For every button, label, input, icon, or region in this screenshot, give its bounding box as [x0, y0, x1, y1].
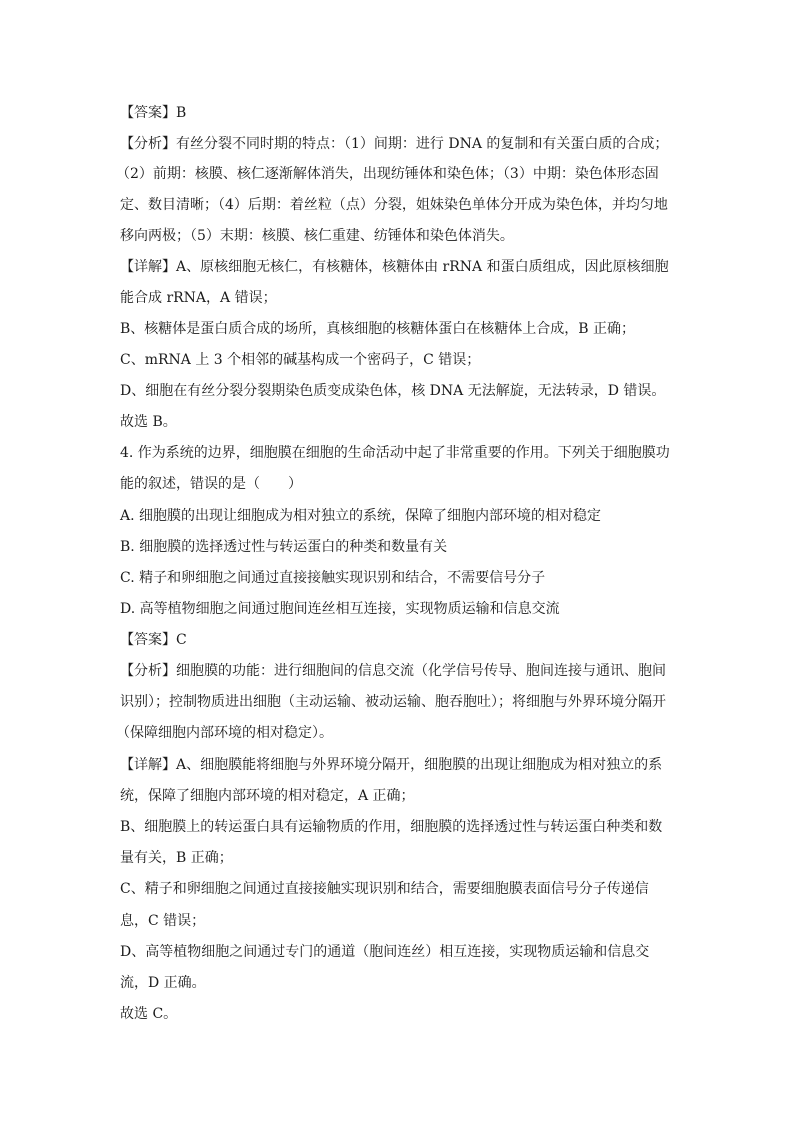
q4-detail-line: 【详解】A、细胞膜能将细胞与外界环境分隔开，细胞膜的出现让细胞成为相对独立的系: [120, 757, 663, 773]
q4-analysis-line: 【分析】细胞膜的功能：进行细胞间的信息交流（化学信号传导、胞间连接与通讯、胞间: [120, 663, 666, 679]
q3-answer: 【答案】B: [120, 105, 187, 121]
q4-option-a: A. 细胞膜的出现让细胞成为相对独立的系统，保障了细胞内部环境的相对稳定: [120, 508, 602, 524]
q3-analysis-line: 【分析】有丝分裂不同时期的特点：（1）间期：进行 DNA 的复制和有关蛋白质的合成；: [120, 136, 669, 152]
q4-analysis-line: （保障细胞内部环境的相对稳定）。: [116, 725, 333, 741]
q3-analysis-line: 移向两极；（5）末期：核膜、核仁重建、纺锤体和染色体消失。: [120, 228, 514, 244]
q3-analysis-line: （2）前期：核膜、核仁逐渐解体消失，出现纺锤体和染色体；（3）中期：染色体形态固: [116, 166, 659, 182]
q3-detail-line: C、mRNA 上 3 个相邻的碱基构成一个密码子，C 错误；: [120, 352, 481, 368]
q4-option-b: B. 细胞膜的选择透过性与转运蛋白的种类和数量有关: [120, 539, 448, 555]
q3-conclusion: 故选 B。: [120, 414, 177, 430]
q4-detail-line: 流，D 正确。: [120, 975, 206, 991]
q4-option-c: C. 精子和卵细胞之间通过直接接触实现识别和结合，不需要信号分子: [120, 570, 546, 586]
q3-detail-line: B、核糖体是蛋白质合成的场所，真核细胞的核糖体蛋白在核糖体上合成，B 正确；: [120, 321, 636, 337]
q4-answer: 【答案】C: [120, 632, 187, 648]
q4-detail-line: B、细胞膜上的转运蛋白具有运输物质的作用，细胞膜的选择透过性与转运蛋白种类和数: [120, 819, 663, 835]
q3-detail-line: 能合成 rRNA，A 错误；: [120, 290, 277, 306]
q3-detail-line: 【详解】A、原核细胞无核仁，有核糖体，核糖体由 rRNA 和蛋白质组成，因此原核细胞: [120, 259, 669, 275]
q4-detail-line: 息，C 错误；: [120, 913, 206, 929]
q4-detail-line: 统，保障了细胞内部环境的相对稳定，A 正确；: [120, 788, 415, 804]
q4-detail-line: 量有关，B 正确；: [120, 850, 233, 866]
q3-analysis-line: 定、数目清晰；（4）后期：着丝粒（点）分裂，姐妹染色单体分开成为染色体，并均匀地: [120, 197, 668, 213]
q4-stem-line: 能的叙述，错误的是（ ）: [120, 476, 302, 492]
q4-detail-line: C、精子和卵细胞之间通过直接接触实现识别和结合，需要细胞膜表面信号分子传递信: [120, 881, 649, 897]
q4-option-d: D. 高等植物细胞之间通过胞间连丝相互连接，实现物质运输和信息交流: [120, 601, 560, 617]
q4-analysis-line: 识别）；控制物质进出细胞（主动运输、被动运输、胞吞胞吐）；将细胞与外界环境分隔开: [120, 694, 666, 710]
q4-detail-line: D、高等植物细胞之间通过专门的通道（胞间连丝）相互连接，实现物质运输和信息交: [120, 944, 650, 960]
q4-conclusion: 故选 C。: [120, 1006, 178, 1022]
q3-detail-line: D、细胞在有丝分裂分裂期染色质变成染色体，核 DNA 无法解旋，无法转录，D 错误。: [120, 383, 666, 399]
q4-stem-line: 4. 作为系统的边界，细胞膜在细胞的生命活动中起了非常重要的作用。下列关于细胞膜功: [120, 445, 670, 461]
